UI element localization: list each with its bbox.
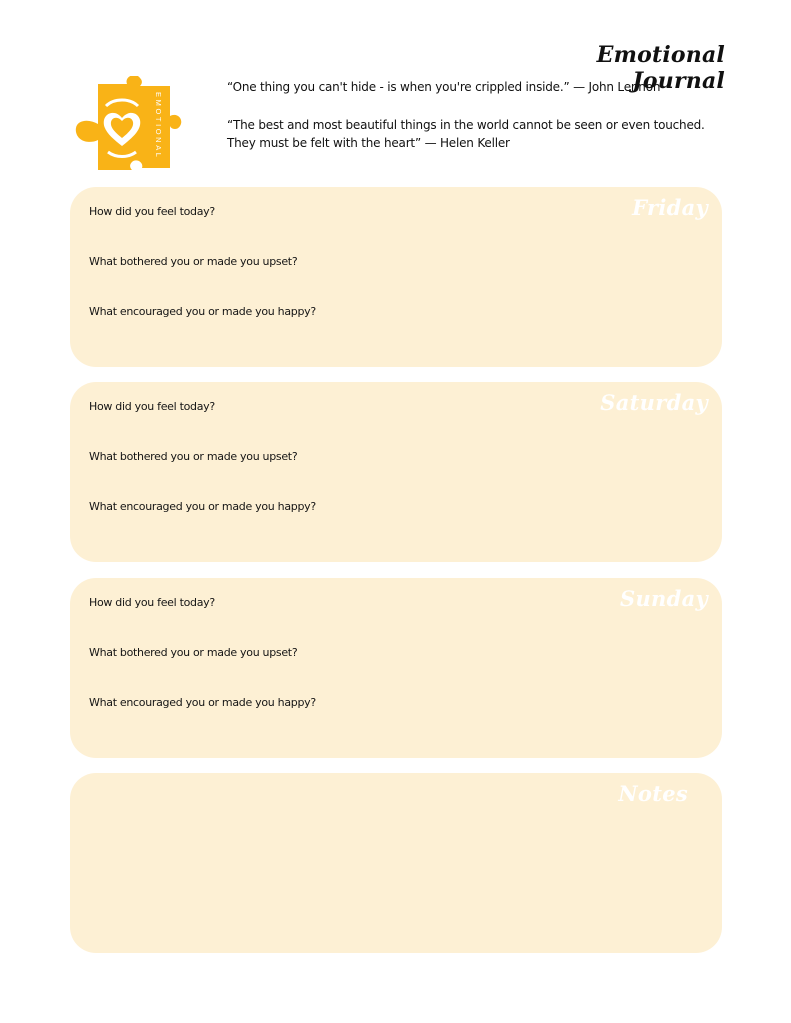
day-card-saturday[interactable] xyxy=(70,382,722,562)
day-label: Friday xyxy=(632,195,708,220)
question-bothered: What bothered you or made you upset? xyxy=(89,255,298,268)
question-encouraged: What encouraged you or made you happy? xyxy=(89,696,316,709)
page-title: Emotional Journal xyxy=(596,42,725,94)
quote-keller: “The best and most beautiful things in the world cannot be seen or even touched. They must be felt with the heart” — Helen Keller xyxy=(227,118,705,150)
question-bothered: What bothered you or made you upset? xyxy=(89,646,298,659)
question-bothered: What bothered you or made you upset? xyxy=(89,450,298,463)
day-label: Sunday xyxy=(620,586,708,611)
puzzle-heart-logo xyxy=(72,76,192,176)
day-card-sunday[interactable] xyxy=(70,578,722,758)
day-card-friday[interactable] xyxy=(70,187,722,367)
question-feel: How did you feel today? xyxy=(89,205,215,218)
question-encouraged: What encouraged you or made you happy? xyxy=(89,305,316,318)
question-feel: How did you feel today? xyxy=(89,400,215,413)
notes-label: Notes xyxy=(618,781,688,806)
notes-card[interactable] xyxy=(70,773,722,953)
question-feel: How did you feel today? xyxy=(89,596,215,609)
day-label: Saturday xyxy=(600,390,708,415)
logo-text: EMOTIONAL xyxy=(154,92,163,160)
question-encouraged: What encouraged you or made you happy? xyxy=(89,500,316,513)
quote-lennon: “One thing you can't hide - is when you're crippled inside.” — John Lennon xyxy=(227,80,661,94)
